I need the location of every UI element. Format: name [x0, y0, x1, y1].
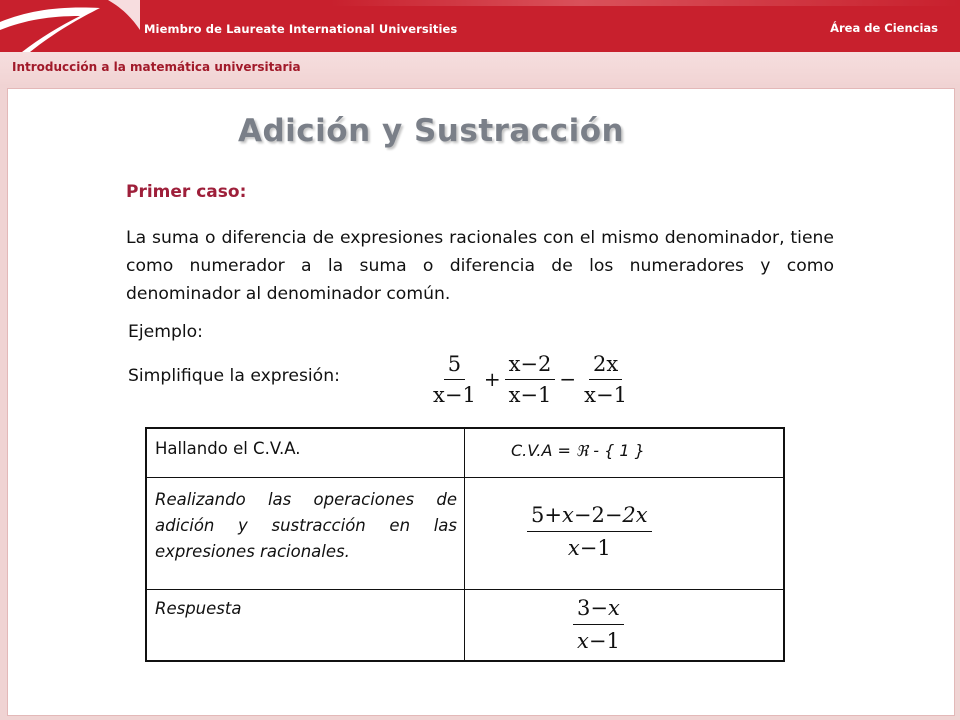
- course-title: Introducción a la matemática universitaria: [12, 60, 301, 74]
- minus-operator: −: [559, 367, 577, 391]
- den-x: x: [577, 629, 589, 653]
- fraction-1-denominator: x−1: [433, 382, 476, 407]
- course-bar: [0, 52, 960, 84]
- fraction-3-numerator: 2x: [589, 351, 622, 380]
- area-label: Área de Ciencias: [830, 21, 938, 35]
- table-cell-value: [465, 589, 783, 660]
- table-cell-label: [147, 589, 465, 660]
- cva-prefix: C.V.A =: [511, 441, 576, 460]
- case-title: Primer caso:: [126, 182, 247, 202]
- table-cell-label: [147, 477, 465, 589]
- answer-label: Respuesta: [155, 599, 242, 618]
- math-expression: [427, 344, 633, 414]
- operations-step-label: Realizando las operaciones de adición y sustracción en las expresiones racionales.: [155, 490, 457, 561]
- minus-operator: −: [573, 503, 592, 527]
- example-label: Ejemplo:: [128, 322, 203, 342]
- fraction-2-numerator: x−2: [505, 351, 556, 380]
- answer-numerator: [573, 595, 624, 625]
- answer-fraction: [573, 595, 624, 654]
- minus-operator: −: [590, 596, 608, 620]
- term-2: 2: [591, 503, 605, 527]
- term-3: 3: [577, 596, 591, 620]
- slide-title: Adición y Sustracción: [238, 113, 625, 149]
- answer-denominator: [573, 625, 624, 654]
- term-2x: 2x: [622, 503, 648, 527]
- university-logo: [0, 0, 140, 52]
- table-row: [147, 477, 783, 590]
- banner-strip: [330, 0, 960, 6]
- fraction-2: [505, 351, 556, 408]
- solution-table: [145, 427, 785, 662]
- term-x: x: [561, 503, 574, 527]
- fraction-1-numerator: 5: [444, 351, 465, 380]
- den-x: x: [567, 536, 580, 560]
- member-text: Miembro de Laureate International Universities: [144, 22, 458, 36]
- fraction-3: [580, 351, 631, 408]
- fraction-2-denominator: x−1: [508, 382, 552, 407]
- combined-fraction: [527, 502, 652, 561]
- cva-value: [511, 441, 645, 460]
- fraction-1: [429, 351, 480, 408]
- combined-numerator: [527, 502, 652, 532]
- term-5: 5: [531, 503, 545, 527]
- table-row: [147, 589, 783, 660]
- table-cell-value: [465, 477, 783, 589]
- fraction-3-denominator: x−1: [584, 382, 627, 407]
- table-row: [147, 429, 783, 478]
- plus-operator: +: [544, 503, 562, 527]
- combined-denominator: [564, 532, 615, 561]
- plus-operator: +: [483, 367, 501, 391]
- table-cell-value: [465, 429, 783, 477]
- rule-paragraph: La suma o diferencia de expresiones racionales con el mismo denominador, tiene como numerador a la suma o diferencia de los numeradores y como denominador al denominador común.: [126, 228, 834, 304]
- real-numbers-symbol: ℜ: [575, 442, 589, 460]
- den-minus-1: −1: [579, 536, 611, 560]
- cva-suffix: - { 1 }: [588, 441, 645, 460]
- minus-operator: −: [604, 503, 623, 527]
- simplify-label: Simplifique la expresión:: [128, 366, 340, 386]
- cva-step-label: Hallando el C.V.A.: [155, 439, 301, 458]
- top-banner: [0, 0, 960, 52]
- table-cell-label: [147, 429, 465, 477]
- term-x: x: [607, 596, 620, 620]
- den-minus-1: −1: [588, 629, 620, 653]
